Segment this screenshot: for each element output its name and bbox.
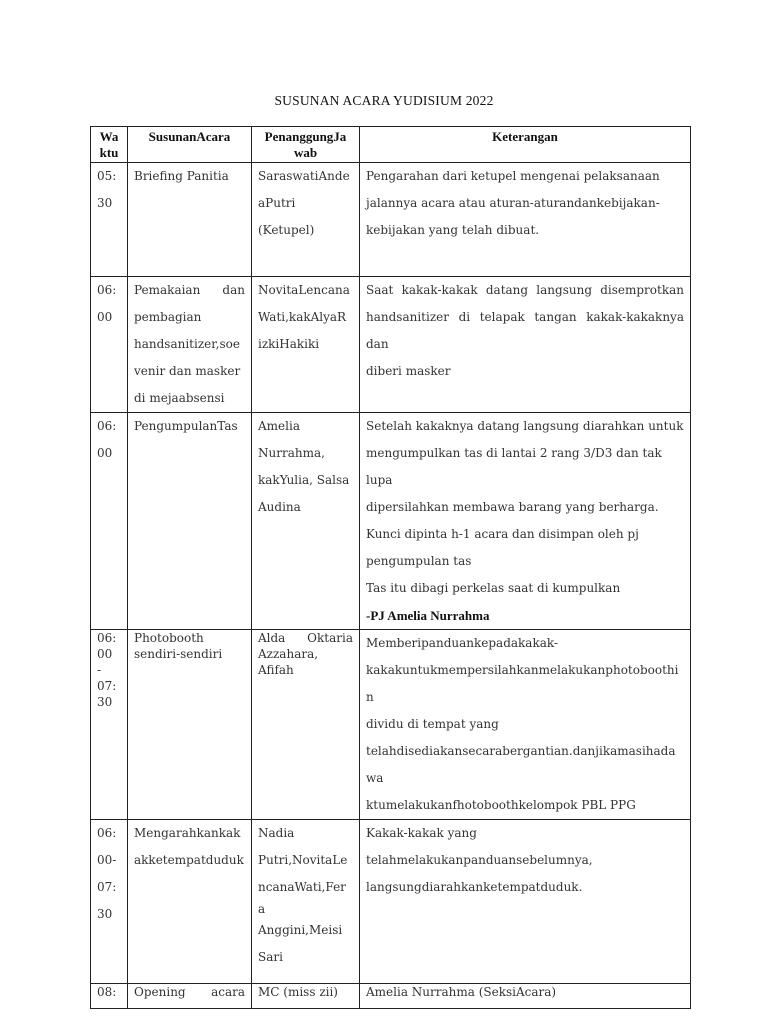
header-penanggung-jawab: PenanggungJa wab (252, 127, 360, 163)
table-row (91, 277, 691, 413)
header-keterangan: Keterangan (360, 127, 691, 163)
cell-keterangan: Pengarahan dari ketupel mengenai pelaksanaan jalannya acara atau aturan-aturandankebijakan- kebijakan yang telah dibuat. (360, 163, 691, 277)
cell-keterangan: Saat kakak-kakak datang langsung disemprotkan handsanitizer di telapak tangan kakak-kakaknya dan diberi masker (360, 277, 691, 413)
cell-pj: Amelia Nurrahma, kakYulia, Salsa Audina (252, 413, 360, 630)
cell-keterangan: Amelia Nurrahma (SeksiAcara) (360, 984, 691, 1009)
cell-pj: Alda Oktaria Azzahara, Afifah (252, 630, 360, 820)
cell-susunan: Briefing Panitia (128, 163, 252, 277)
header-susunan-acara: SusunanAcara (128, 127, 252, 163)
cell-pj: NovitaLencana Wati,kakAlyaR izkiHakiki (252, 277, 360, 413)
agenda-table (90, 126, 691, 1009)
table-row (91, 630, 691, 820)
cell-waktu: 06: 00 (91, 277, 128, 413)
cell-pj: MC (miss zii) (252, 984, 360, 1009)
table-header-row (91, 127, 691, 163)
pj-signature-note: -PJ Amelia Nurrahma (366, 608, 490, 623)
cell-waktu: 06: 00 - 07: 30 (91, 630, 128, 820)
table-row (91, 413, 691, 630)
cell-waktu: 06: 00- 07: 30 (91, 820, 128, 984)
cell-susunan: Mengarahkankak akketempatduduk (128, 820, 252, 984)
cell-susunan: Opening acara (128, 984, 252, 1009)
cell-waktu: 08: (91, 984, 128, 1009)
header-waktu: Wa ktu (91, 127, 128, 163)
cell-keterangan: Setelah kakaknya datang langsung diarahkan untuk mengumpulkan tas di lantai 2 rang 3/D3 dan tak lupa dipersilahkan membawa barang yang berharga. Kunci dipinta h-1 acara dan disimpan oleh pj pengumpulan tas Tas itu dibagi perkelas saat di kumpulkan -PJ Amelia Nurrahma (360, 413, 691, 630)
cell-susunan: Pemakaian dan pembagian handsanitizer,soe venir dan masker di mejaabsensi (128, 277, 252, 413)
cell-pj: Nadia Putri,NovitaLe ncanaWati,Fer a Anggini,Meisi Sari (252, 820, 360, 984)
cell-susunan: Photobooth sendiri-sendiri (128, 630, 252, 820)
table-row (91, 820, 691, 984)
cell-pj: SaraswatiAnde aPutri (Ketupel) (252, 163, 360, 277)
cell-waktu: 05: 30 (91, 163, 128, 277)
cell-keterangan: Kakak-kakak yang telahmelakukanpanduansebelumnya, langsungdiarahkanketempatduduk. (360, 820, 691, 984)
cell-keterangan: Memberipanduankepadakakak- kakakuntukmempersilahkanmelakukanphotoboothin dividu di tempat yang telahdisediakansecarabergantian.danjikamasihadawa ktumelakukanfhotoboothkelompok PBL PPG (360, 630, 691, 820)
table-row (91, 163, 691, 277)
cell-susunan: PengumpulanTas (128, 413, 252, 630)
table-row (91, 984, 691, 1009)
page-title: SUSUNAN ACARA YUDISIUM 2022 (274, 93, 494, 108)
cell-waktu: 06: 00 (91, 413, 128, 630)
